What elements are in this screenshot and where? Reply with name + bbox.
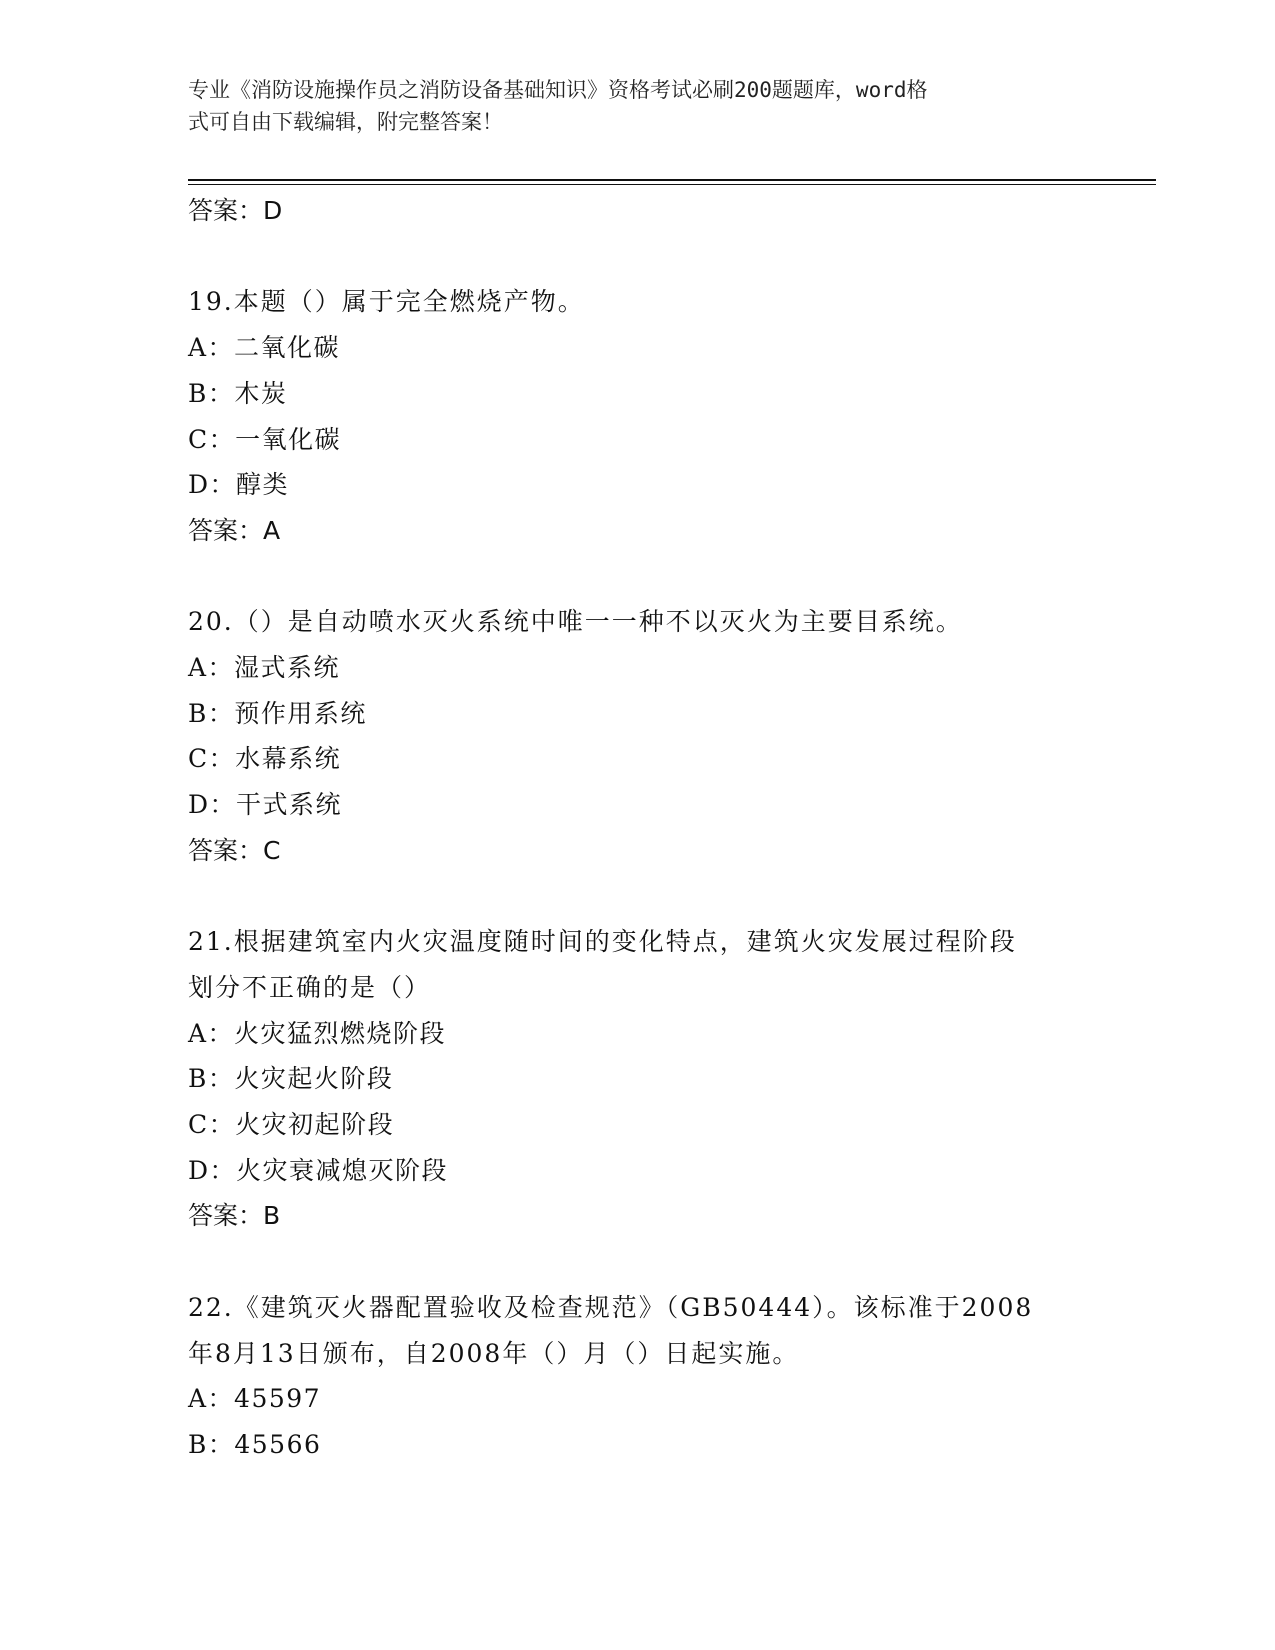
header-line-2: 式可自由下载编辑，附完整答案！ xyxy=(188,110,503,134)
header-rule-thick xyxy=(188,179,1156,181)
question-22 xyxy=(188,1285,1088,1468)
question-stem: 19.本题（）属于完全燃烧产物。 xyxy=(188,287,585,317)
option-b: B：火灾起火阶段 xyxy=(188,1064,394,1094)
option-a: A：45597 xyxy=(188,1384,322,1414)
question-stem: 22.《建筑灭火器配置验收及检查规范》（GB50444）。该标准于2008 xyxy=(188,1292,1034,1322)
question-20 xyxy=(188,599,1088,873)
question-stem: 20.（）是自动喷水灭火系统中唯一一种不以灭火为主要目系统。 xyxy=(188,607,963,637)
option-a: A：湿式系统 xyxy=(188,653,341,682)
option-d: D：醇类 xyxy=(188,470,290,500)
question-stem: 21.根据建筑室内火灾温度随时间的变化特点，建筑火灾发展过程阶段 xyxy=(188,927,1017,957)
answer-line: 答案：A xyxy=(188,515,281,545)
document-header xyxy=(188,74,1068,138)
answer-line: 答案：B xyxy=(188,1201,281,1231)
question-21 xyxy=(188,919,1088,1239)
question-list xyxy=(188,188,1088,1468)
question-19 xyxy=(188,279,1088,553)
question-stem-continued: 年8月13日颁布，自2008年（）月（）日起实施。 xyxy=(188,1338,800,1368)
option-d: D：干式系统 xyxy=(188,790,343,820)
header-rule-thin xyxy=(188,184,1156,185)
question-stem-continued: 划分不正确的是（） xyxy=(188,972,432,1002)
answer-line: 答案：D xyxy=(188,196,283,225)
option-a: A：二氧化碳 xyxy=(188,333,341,363)
option-c: C：水幕系统 xyxy=(188,744,342,774)
option-b: B：45566 xyxy=(188,1429,322,1459)
option-c: C：火灾初起阶段 xyxy=(188,1110,395,1140)
answer-line: 答案：C xyxy=(188,835,281,865)
header-line-1: 专业《消防设施操作员之消防设备基础知识》资格考试必刷200题题库，word格 xyxy=(188,78,928,102)
option-d: D：火灾衰减熄灭阶段 xyxy=(188,1155,449,1185)
option-a: A：火灾猛烈燃烧阶段 xyxy=(188,1018,447,1048)
option-c: C：一氧化碳 xyxy=(188,424,342,454)
option-b: B：预作用系统 xyxy=(188,698,367,728)
option-b: B：木炭 xyxy=(188,378,288,408)
